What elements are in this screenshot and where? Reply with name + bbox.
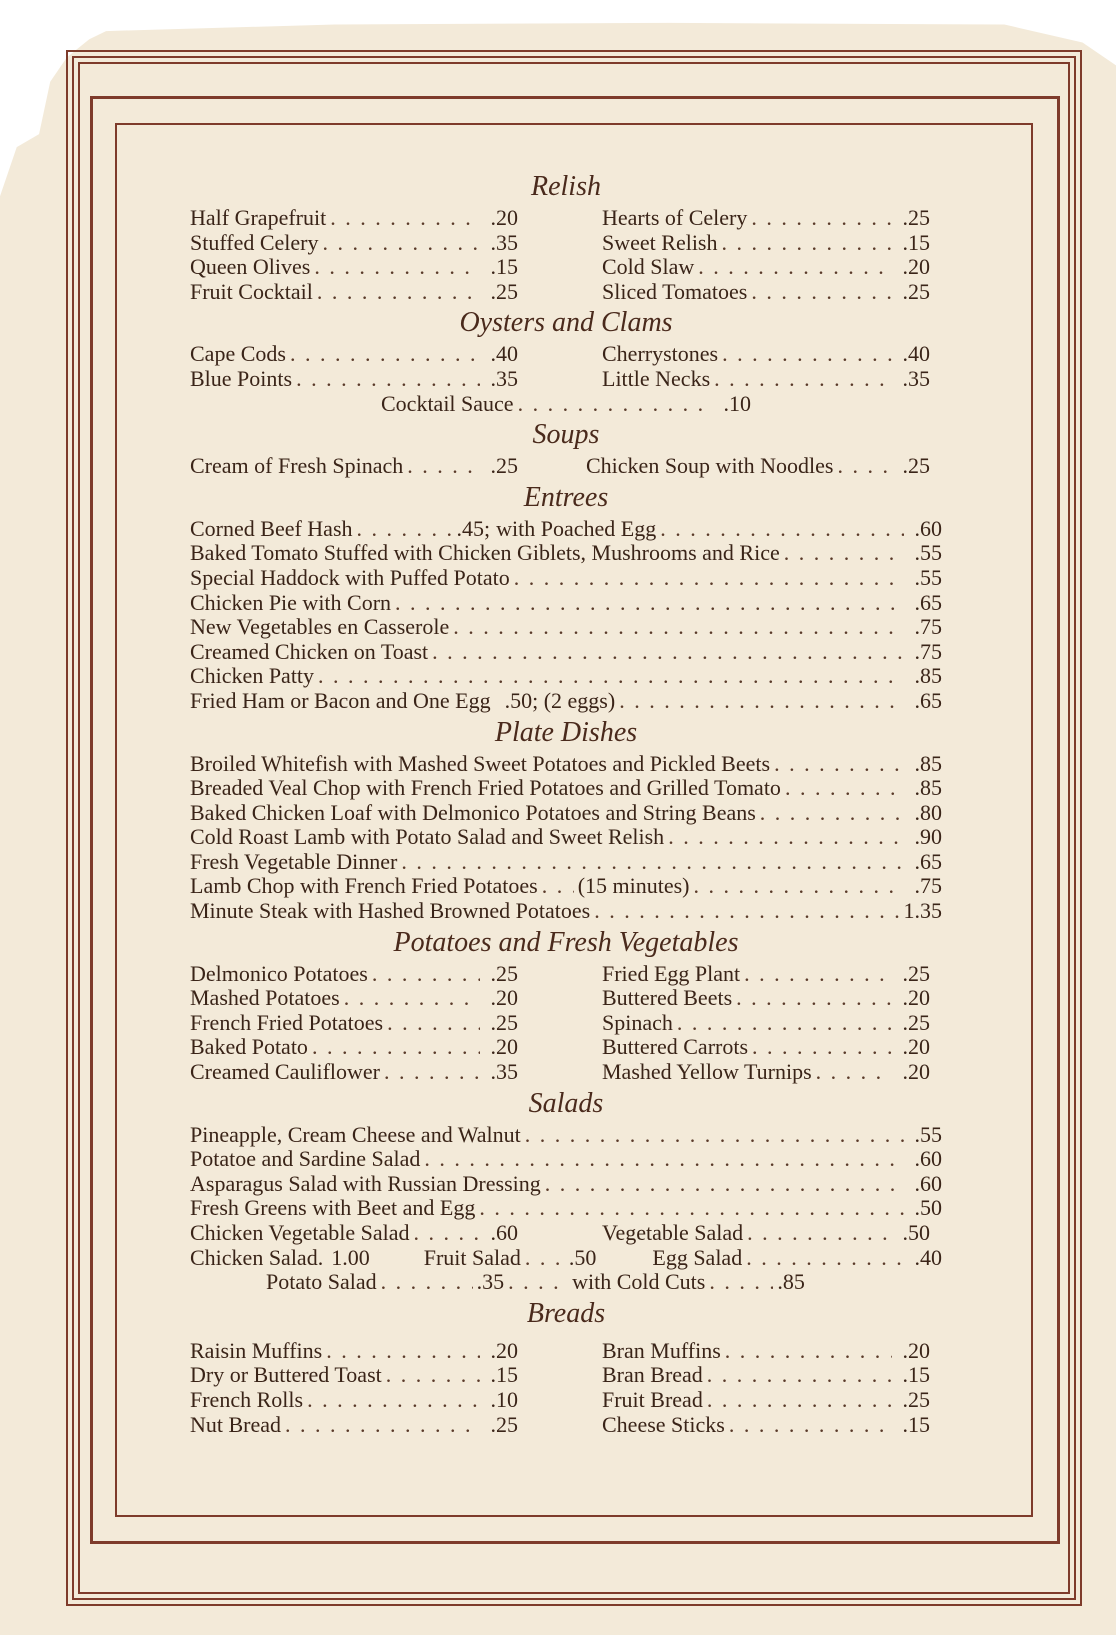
- item-name: Buttered Beets: [602, 985, 733, 1011]
- menu-row: [190, 1388, 942, 1413]
- item-name: Spinach: [602, 1009, 673, 1035]
- menu-item: [602, 1339, 930, 1364]
- item-price: .15: [902, 1362, 930, 1388]
- menu-row: [190, 255, 942, 280]
- dot-leader: [387, 1011, 480, 1036]
- section-title-oysters: Oysters and Clams: [459, 307, 673, 339]
- item-price: 1.35: [903, 898, 942, 924]
- item-name: Cold Roast Lamb with Potato Salad and Sweet Relish: [190, 824, 665, 850]
- dot-leader: [736, 986, 892, 1011]
- menu-content: [190, 168, 942, 1437]
- menu-row: [190, 206, 942, 231]
- menu-item: Chicken Vegetable Salad . . . .60: [190, 1221, 518, 1246]
- item-price: .40: [902, 341, 930, 367]
- item-name: Bran Bread: [602, 1362, 703, 1388]
- item-name: Sliced Tomatoes: [602, 278, 748, 304]
- dot-leader: [307, 1388, 480, 1413]
- item-name: Chicken Patty: [190, 663, 315, 689]
- dot-leader: [432, 640, 904, 665]
- item-name: Stuffed Celery: [190, 229, 319, 255]
- item-name: Breaded Veal Chop with French Fried Potatoes and Grilled Tomato: [190, 775, 781, 801]
- menu-row: [190, 367, 942, 392]
- item-price: .25: [490, 960, 518, 986]
- dot-leader: [714, 367, 892, 392]
- item-price: .10: [490, 1386, 518, 1412]
- menu-item: [190, 776, 942, 801]
- dot-leader: [384, 1060, 480, 1085]
- menu-row-potato-salad: Potato Salad . . . .35 . . . with Cold Cuts . . . .85: [190, 1270, 942, 1295]
- item-price: .25: [902, 1386, 930, 1412]
- item-price: .55: [914, 564, 942, 590]
- dot-leader: [395, 591, 904, 616]
- menu-item: [190, 541, 942, 566]
- item-name: Little Necks: [602, 365, 711, 391]
- dot-leader: [774, 752, 904, 777]
- dot-leader: [752, 1035, 892, 1060]
- item-price: .35: [902, 365, 930, 391]
- menu-item: [602, 1060, 930, 1085]
- item-price: .20: [490, 205, 518, 230]
- menu-row: [190, 231, 942, 256]
- menu-item: [602, 1363, 930, 1388]
- menu-row: [190, 1011, 942, 1036]
- item-name: Fresh Vegetable Dinner: [190, 848, 398, 874]
- item-price: .20: [490, 1034, 518, 1060]
- menu-row: [190, 1339, 942, 1364]
- menu-item: [190, 664, 942, 689]
- item-price: .20: [902, 1059, 930, 1085]
- menu-item: [190, 1011, 518, 1036]
- dot-leader: [677, 1011, 892, 1036]
- section-title-potatoes: Potatoes and Fresh Vegetables: [393, 926, 739, 958]
- menu-row: [190, 342, 942, 367]
- menu-item: [190, 752, 942, 777]
- menu-item: [602, 1011, 930, 1036]
- menu-row-salad-trio: Chicken Salad. 1.00 Fruit Salad . . . .50 Egg Salad . . . .40: [190, 1246, 942, 1271]
- item-price: .75: [914, 638, 942, 664]
- dot-leader: [744, 962, 892, 987]
- item-name: Minute Steak with Hashed Browned Potatoes: [190, 898, 591, 924]
- dot-leader: [668, 825, 904, 850]
- item-name: Delmonico Potatoes: [190, 960, 368, 986]
- menu-item: [190, 1172, 942, 1197]
- item-name: Pineapple, Cream Cheese and Walnut: [190, 1121, 521, 1147]
- item-name: Mashed Yellow Turnips: [602, 1059, 812, 1085]
- item-name: Cherrystones: [602, 341, 719, 367]
- menu-item: Chicken Soup with Noodles . . . .25: [586, 454, 930, 479]
- dot-leader: [314, 255, 480, 280]
- item-price: .50: [914, 1195, 942, 1221]
- item-name: Half Grapefruit: [190, 205, 327, 230]
- menu-item: [602, 206, 930, 231]
- item-name: Fresh Greens with Beet and Egg: [190, 1195, 476, 1221]
- dot-leader: [296, 367, 480, 392]
- item-name: Baked Chicken Loaf with Delmonico Potatoes and String Beans: [190, 799, 756, 825]
- item-name: Nut Bread: [190, 1411, 282, 1437]
- dot-leader: [525, 1123, 904, 1148]
- dot-leader: [290, 342, 480, 367]
- menu-item: [190, 1339, 518, 1364]
- item-price: .20: [902, 1034, 930, 1060]
- menu-item: [602, 986, 930, 1011]
- section-title-salads: Salads: [528, 1087, 604, 1119]
- menu-item-fried-ham: Fried Ham or Bacon and One Egg .50; (2 eggs) . . . .65: [190, 689, 942, 714]
- item-price: .90: [914, 824, 942, 850]
- menu-row: [190, 1035, 942, 1060]
- menu-item: [190, 825, 942, 850]
- item-price: .25: [902, 1009, 930, 1035]
- menu-item: [190, 1123, 942, 1148]
- menu-row: [190, 454, 942, 479]
- menu-item: [602, 1388, 930, 1413]
- item-name: Blue Points: [190, 365, 293, 391]
- dot-leader: [594, 899, 899, 924]
- menu-item: [190, 255, 518, 280]
- item-price: .65: [914, 589, 942, 615]
- menu-item: [190, 1363, 518, 1388]
- dot-leader: [401, 850, 904, 875]
- menu-row: [190, 1363, 942, 1388]
- menu-item: Cream of Fresh Spinach . . . .25: [190, 454, 518, 479]
- item-name: Chicken Pie with Corn: [190, 589, 392, 615]
- dot-leader: [514, 566, 904, 591]
- item-price: .55: [914, 540, 942, 566]
- dot-leader: [785, 776, 904, 801]
- item-price: .25: [490, 278, 518, 304]
- item-price: .40: [490, 341, 518, 367]
- dot-leader: [760, 801, 904, 826]
- dot-leader: [326, 1339, 480, 1364]
- menu-item: [190, 591, 942, 616]
- section-title-entrees: Entrees: [523, 481, 609, 513]
- menu-item: [190, 1196, 942, 1221]
- item-name: French Rolls: [190, 1386, 304, 1412]
- item-name: Cape Cods: [190, 341, 286, 367]
- item-name: Queen Olives: [190, 254, 311, 280]
- menu-item: [190, 1060, 518, 1085]
- dot-leader: [386, 1363, 480, 1388]
- item-name: Special Haddock with Puffed Potato: [190, 564, 510, 590]
- item-name: Asparagus Salad with Russian Dressing: [190, 1170, 541, 1196]
- menu-item: [602, 342, 930, 367]
- item-name: Raisin Muffins: [190, 1337, 323, 1363]
- menu-item: [190, 850, 942, 875]
- item-price: .85: [914, 750, 942, 776]
- menu-item: [602, 367, 930, 392]
- item-name: Sweet Relish: [602, 229, 718, 255]
- dot-leader: [312, 1035, 480, 1060]
- section-title-plate-dishes: Plate Dishes: [494, 716, 638, 748]
- item-price: .25: [902, 960, 930, 986]
- item-name: Cold Slaw: [602, 254, 695, 280]
- menu-item: [190, 899, 942, 924]
- menu-item: [190, 615, 942, 640]
- item-price: .15: [902, 1411, 930, 1437]
- item-price: .25: [902, 278, 930, 304]
- item-price: .15: [490, 1362, 518, 1388]
- item-price: .85: [914, 663, 942, 689]
- item-name: Fried Egg Plant: [602, 960, 741, 986]
- dot-leader: [722, 231, 893, 256]
- item-name: Fruit Bread: [602, 1386, 703, 1412]
- item-price: .20: [902, 1337, 930, 1363]
- dot-leader: [424, 1147, 904, 1172]
- item-price: .35: [490, 229, 518, 255]
- section-title-relish: Relish: [531, 171, 601, 202]
- item-name: French Fried Potatoes: [190, 1009, 384, 1035]
- item-name: Buttered Carrots: [602, 1034, 749, 1060]
- menu-row: [190, 280, 942, 305]
- dot-leader: [751, 206, 892, 231]
- dot-leader: [323, 231, 480, 256]
- item-price: .25: [902, 205, 930, 230]
- dot-leader: [784, 541, 904, 566]
- item-price: .80: [914, 799, 942, 825]
- menu-row: [190, 986, 942, 1011]
- menu-item: [602, 231, 930, 256]
- item-price: .75: [914, 614, 942, 640]
- dot-leader: [698, 255, 892, 280]
- item-price: .20: [490, 985, 518, 1011]
- dot-leader: [344, 986, 480, 1011]
- item-price: .15: [902, 229, 930, 255]
- menu-item-corned-beef-hash: Corned Beef Hash . . . .45; with Poached Egg . . . .60: [190, 517, 942, 542]
- item-price: .25: [490, 1009, 518, 1035]
- menu-item: [190, 342, 518, 367]
- menu-item: [602, 1413, 930, 1438]
- menu-item: [602, 1035, 930, 1060]
- item-name: Mashed Potatoes: [190, 985, 340, 1011]
- item-price: .20: [902, 985, 930, 1011]
- dot-leader: [330, 206, 480, 231]
- menu-row: [190, 1413, 942, 1438]
- item-price: .25: [490, 1411, 518, 1437]
- menu-item: [190, 367, 518, 392]
- item-price: .55: [914, 1121, 942, 1147]
- item-price: .60: [914, 1170, 942, 1196]
- menu-item-lamb-chop: Lamb Chop with French Fried Potatoes . . . (15 minutes) . . . .75: [190, 874, 942, 899]
- item-name: Hearts of Celery: [602, 205, 748, 230]
- item-name: Baked Tomato Stuffed with Chicken Giblets, Mushrooms and Rice: [190, 540, 780, 566]
- item-name: Potatoe and Sardine Salad: [190, 1146, 421, 1172]
- menu-item: Vegetable Salad . . . .50: [602, 1221, 930, 1246]
- dot-leader: [372, 962, 480, 987]
- item-price: .20: [490, 1337, 518, 1363]
- menu-item: [602, 962, 930, 987]
- menu-item: [602, 280, 930, 305]
- item-price: .60: [914, 1146, 942, 1172]
- dot-leader: [707, 1363, 892, 1388]
- menu-item: [190, 206, 518, 231]
- dot-leader: [453, 615, 904, 640]
- menu-item: [190, 566, 942, 591]
- menu-item: [190, 801, 942, 826]
- dot-leader: [545, 1172, 904, 1197]
- item-name: Creamed Chicken on Toast: [190, 638, 429, 664]
- item-name: Broiled Whitefish with Mashed Sweet Potatoes and Pickled Beets: [190, 750, 771, 776]
- item-price: .35: [490, 1059, 518, 1085]
- dot-leader: [285, 1413, 480, 1438]
- menu-item: [190, 1147, 942, 1172]
- item-price: .20: [902, 254, 930, 280]
- dot-leader: [722, 342, 892, 367]
- dot-leader: [725, 1339, 892, 1364]
- menu-item: [602, 255, 930, 280]
- dot-leader: [479, 1196, 904, 1221]
- menu-row: [190, 962, 942, 987]
- menu-item: [190, 1388, 518, 1413]
- menu-row: [190, 1221, 942, 1246]
- dot-leader: [816, 1060, 892, 1085]
- dot-leader: [751, 280, 892, 305]
- section-title-soups: Soups: [532, 419, 600, 451]
- menu-item: [190, 1035, 518, 1060]
- menu-item: [190, 231, 518, 256]
- dot-leader: [707, 1388, 892, 1413]
- item-name: Creamed Cauliflower: [190, 1059, 380, 1085]
- item-price: .65: [914, 848, 942, 874]
- item-name: Baked Potato: [190, 1034, 308, 1060]
- dot-leader: [729, 1413, 892, 1438]
- dot-leader: [318, 664, 904, 689]
- item-price: .35: [490, 365, 518, 391]
- menu-item: [190, 280, 518, 305]
- item-name: Cheese Sticks: [602, 1411, 725, 1437]
- item-name: Fruit Cocktail: [190, 278, 313, 304]
- item-name: Bran Muffins: [602, 1337, 721, 1363]
- item-name: New Vegetables en Casserole: [190, 614, 450, 640]
- menu-item: [190, 962, 518, 987]
- section-title-breads: Breads: [526, 1297, 606, 1329]
- item-price: .85: [914, 775, 942, 801]
- item-name: Dry or Buttered Toast: [190, 1362, 382, 1388]
- menu-item-cocktail-sauce: Cocktail Sauce . . . .10: [190, 392, 942, 417]
- menu-item: [190, 986, 518, 1011]
- item-price: .15: [490, 254, 518, 280]
- menu-row: [190, 1060, 942, 1085]
- menu-item: [190, 1413, 518, 1438]
- dot-leader: [317, 280, 480, 305]
- menu-item: [190, 640, 942, 665]
